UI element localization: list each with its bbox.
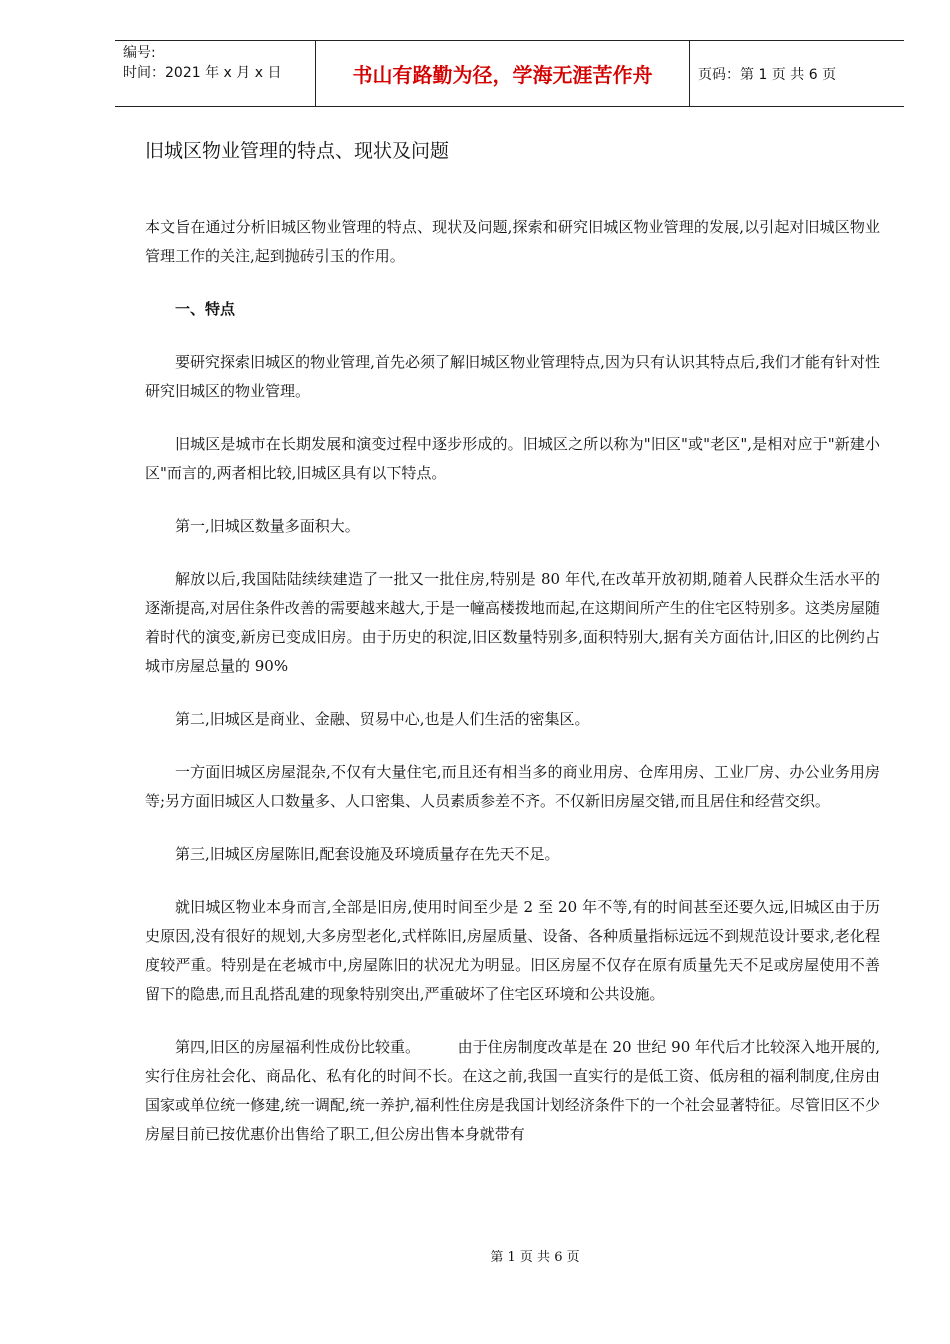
page-footer: 第 1 页 共 6 页	[490, 1250, 580, 1265]
number-label: 编号:	[123, 45, 156, 61]
document-body	[145, 213, 880, 1173]
body-paragraph: 第四,旧区的房屋福利性成份比较重。 由于住房制度改革是在 20 世纪 90 年代后才比较深入地开展的,实行住房社会化、商品化、私有化的时间不长。在这之前,我国一直实行的是低工资、低房租的福利制度,住房由国家或单位统一修建,统一调配,统一养护,福利性住房是我国计划经济条件下的一个社会显著特征。尽管旧区不少房屋目前已按优惠价出售给了职工,但公房出售本身就带有	[145, 1038, 880, 1143]
section-heading: 一、特点	[175, 300, 236, 318]
intro-paragraph: 本文旨在通过分析旧城区物业管理的特点、现状及问题,探索和研究旧城区物业管理的发展,以引起对旧城区物业管理工作的关注,起到抛砖引玉的作用。	[145, 218, 880, 265]
motto-text: 书山有路勤为径，学海无涯苦作舟	[352, 63, 653, 87]
header-motto-cell	[316, 41, 690, 106]
body-paragraph: 要研究探索旧城区的物业管理,首先必须了解旧城区物业管理特点,因为只有认识其特点后,我们才能有针对性研究旧城区的物业管理。	[145, 353, 880, 400]
body-paragraph: 解放以后,我国陆陆续续建造了一批又一批住房,特别是 80 年代,在改革开放初期,随着人民群众生活水平的逐渐提高,对居住条件改善的需要越来越大,于是一幢高楼拨地而起,在这期间所产生的住宅区特别多。这类房屋随着时代的演变,新房已变成旧房。由于历史的积淀,旧区数量特别多,面积特别大,据有关方面估计,旧区的比例约占城市房屋总量的 90%	[145, 570, 880, 675]
body-paragraph: 一方面旧城区房屋混杂,不仅有大量住宅,而且还有相当多的商业用房、仓库用房、工业厂房、办公业务用房等;另方面旧城区人口数量多、人口密集、人员素质参差不齐。不仅新旧房屋交错,而且居住和经营交织。	[145, 763, 880, 810]
point-heading: 第三,旧城区房屋陈旧,配套设施及环境质量存在先天不足。	[175, 845, 560, 863]
header-meta-cell	[115, 41, 316, 106]
point-heading: 第一,旧城区数量多面积大。	[175, 517, 360, 535]
body-paragraph: 旧城区是城市在长期发展和演变过程中逐步形成的。旧城区之所以称为"旧区"或"老区",是相对应于"新建小区"而言的,两者相比较,旧城区具有以下特点。	[145, 435, 880, 482]
page-header	[115, 40, 904, 107]
body-paragraph: 就旧城区物业本身而言,全部是旧房,使用时间至少是 2 至 20 年不等,有的时间甚至还要久远,旧城区由于历史原因,没有很好的规划,大多房型老化,式样陈旧,房屋质量、设备、各种质量指标远远不到规范设计要求,老化程度较严重。特别是在老城市中,房屋陈旧的状况尤为明显。旧区房屋不仅存在原有质量先天不足或房屋使用不善留下的隐患,而且乱搭乱建的现象特别突出,严重破坏了住宅区环境和公共设施。	[145, 898, 880, 1003]
document-title: 旧城区物业管理的特点、现状及问题	[145, 140, 450, 162]
time-label: 时间：2021 年 x 月 x 日	[123, 65, 282, 81]
header-page-cell	[690, 41, 904, 106]
point-heading: 第二,旧城区是商业、金融、贸易中心,也是人们生活的密集区。	[175, 710, 590, 728]
page-number-label: 页码：第 1 页 共 6 页	[698, 66, 837, 83]
